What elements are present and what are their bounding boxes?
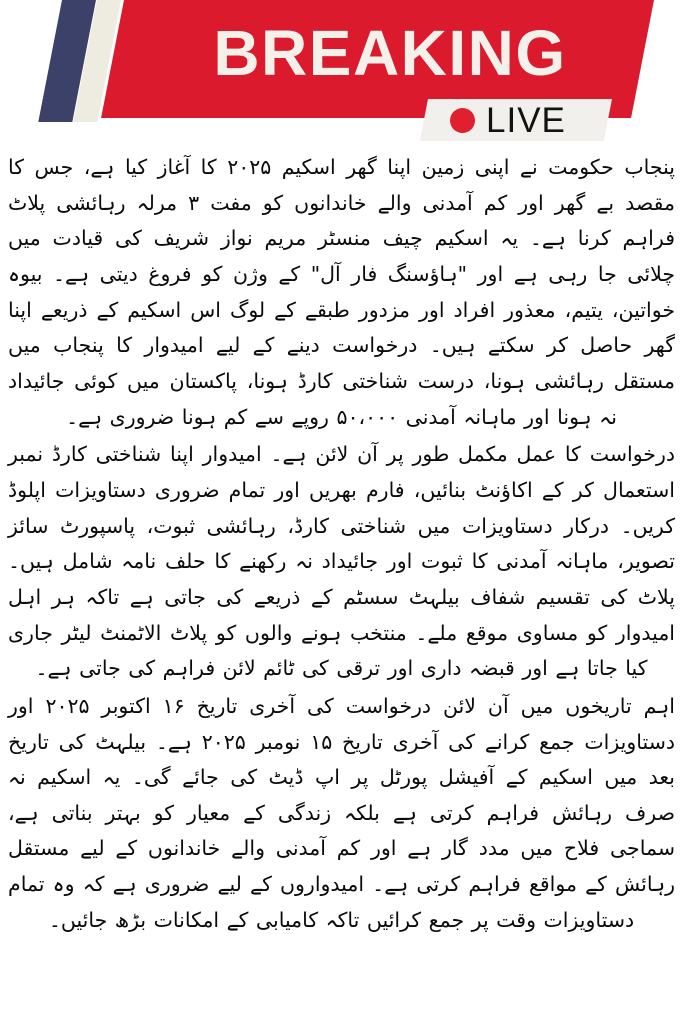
live-badge [450, 99, 610, 141]
live-label: LIVE [486, 100, 566, 140]
article-body [0, 150, 683, 940]
breaking-news-banner [0, 0, 683, 150]
article-paragraph-1: پنجاب حکومت نے اپنی زمین اپنا گھر اسکیم ۲۰۲۵ کا آغاز کیا ہے، جس کا مقصد بے گھر اور کم آمدنی والے خاندانوں کو مفت ۳ مرلہ رہائشی پلاٹ فراہم کرنا ہے۔ یہ اسکیم چیف منسٹر مریم نواز شریف کی قیادت میں چلائی جا رہی ہے اور "ہاؤسنگ فار آل" کے وژن کو فروغ دیتی ہے۔ بیوہ خواتین، یتیم، معذور افراد اور مزدور طبقے کے لوگ اس اسکیم کے ذریعے اپنا گھر حاصل کر سکتے ہیں۔ درخواست دینے کے لیے امیدوار کا پنجاب میں مستقل رہائشی ہونا، درست شناختی کارڈ ہونا، پاکستان میں کوئی جائیداد نہ ہونا اور ماہانہ آمدنی ۵۰،۰۰۰ روپے سے کم ہونا ضروری ہے۔ [8, 155, 676, 429]
article-paragraph-3: اہم تاریخوں میں آن لائن درخواست کی آخری تاریخ ۱۶ اکتوبر ۲۰۲۵ اور دستاویزات جمع کرانے کی آخری تاریخ ۱۵ نومبر ۲۰۲۵ ہے۔ بیلہٹ کی تاریخ بعد میں اسکیم کے آفیشل پورٹل پر اپ ڈیٹ کی جائے گی۔ یہ اسکیم نہ صرف رہائش فراہم کرتی ہے بلکہ زندگی کے معیار کو بہتر بناتی ہے، سماجی فلاح میں مدد گار ہے اور کم آمدنی والے خاندانوں کے لیے مستقل رہائش کے مواقع فراہم کرتی ہے۔ امیدواروں کے لیے ضروری ہے کہ وہ تمام دستاویزات وقت پر جمع کرائیں تاکہ کامیابی کے امکانات بڑھ جائیں۔ [8, 693, 676, 932]
breaking-headline: BREAKING [213, 17, 567, 89]
red-dot-icon [450, 108, 475, 133]
article-paragraph-2: درخواست کا عمل مکمل طور پر آن لائن ہے۔ امیدوار اپنا شناختی کارڈ نمبر استعمال کر کے اکاؤنٹ بنائیں، فارم بھریں اور تمام ضروری دستاویزات اپلوڈ کریں۔ درکار دستاویزات میں شناختی کارڈ، رہائشی ثبوت، پاسپورٹ سائز تصویر، ماہانہ آمدنی کا ثبوت اور جائیداد نہ رکھنے کا حلف نامہ شامل ہیں۔ پلاٹ کی تقسیم شفاف بیلہٹ سسٹم کے ذریعے کی جاتی ہے تاکہ ہر اہل امیدوار کو مساوی موقع ملے۔ منتخب ہونے والوں کو پلاٹ الاٹمنٹ لیٹر جاری کیا جاتا ہے اور قبضہ داری اور ترقی کی ٹائم لائن فراہم کی جاتی ہے۔ [8, 442, 675, 681]
